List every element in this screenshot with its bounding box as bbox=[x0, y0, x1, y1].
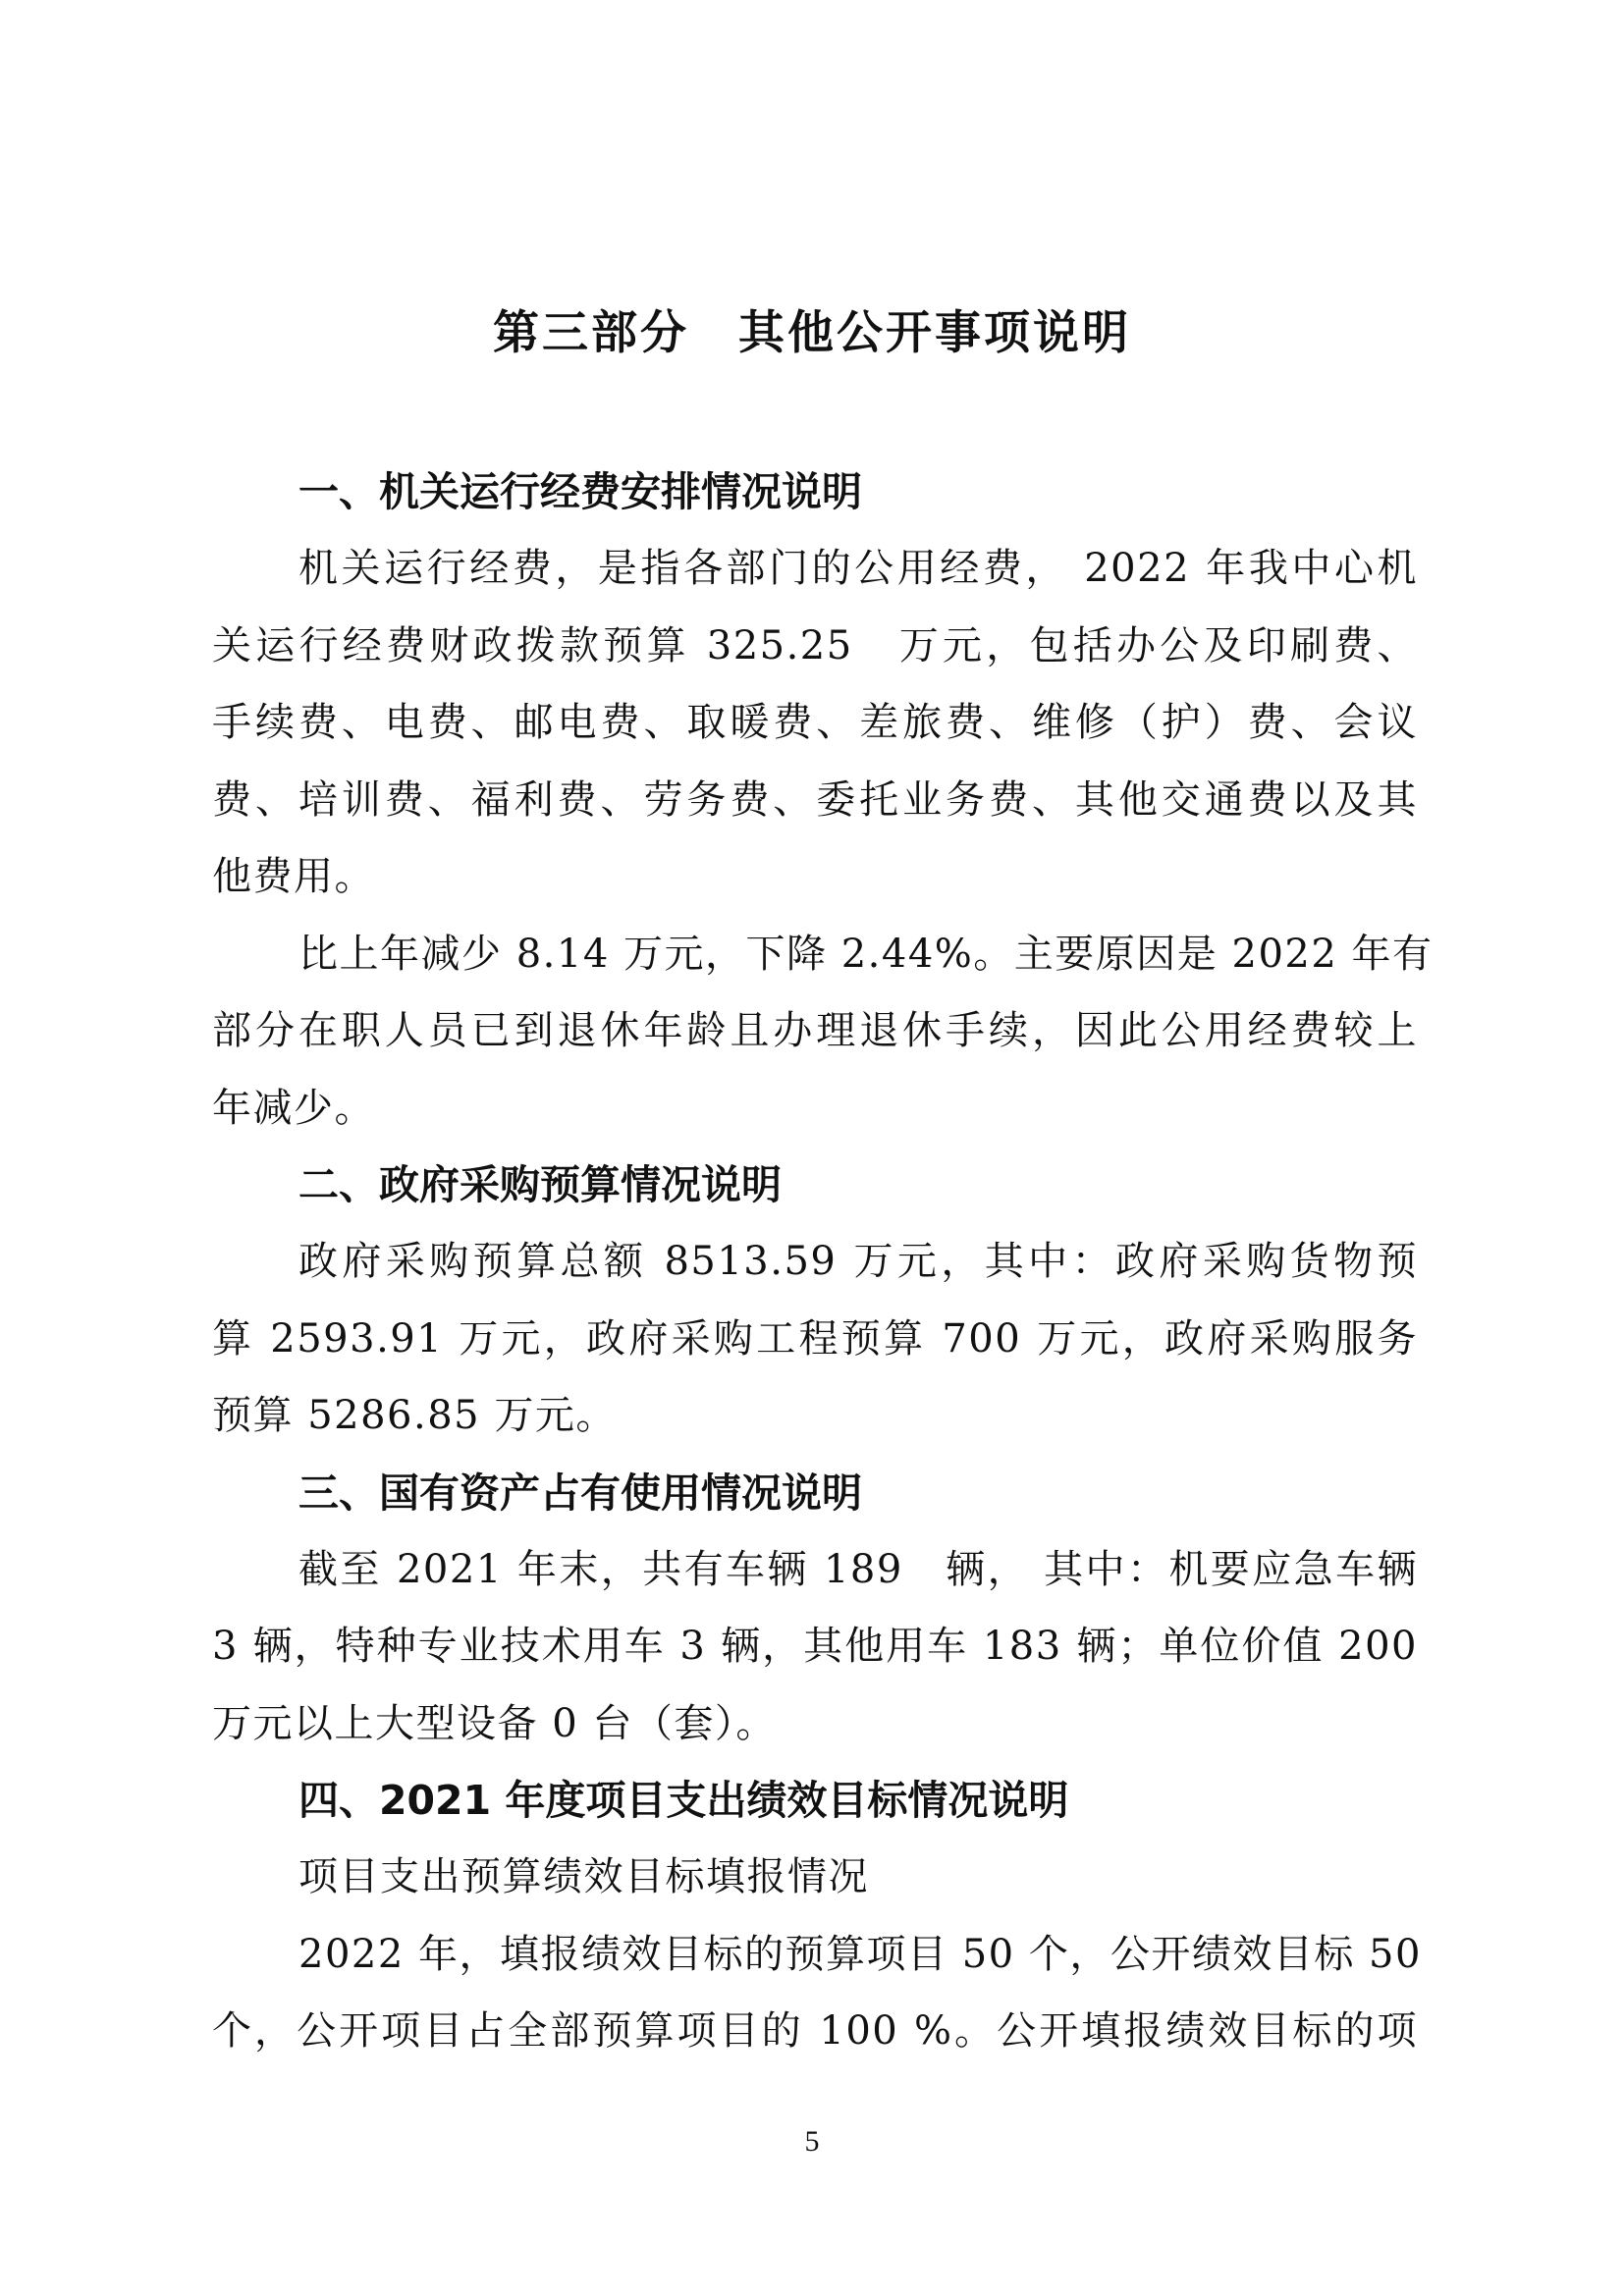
text-line: 个，公开项目占全部预算项目的 100 %。公开填报绩效目标的项 bbox=[212, 2008, 1418, 2054]
text-line: 万元以上大型设备 0 台（套）。 bbox=[212, 1700, 777, 1746]
text-line: 关运行经费财政拨款预算 325.25 万元，包括办公及印刷费、 bbox=[212, 622, 1418, 668]
text-line: 政府采购预算总额 8513.59 万元，其中：政府采购货物预 bbox=[298, 1239, 1418, 1284]
text-line: 年减少。 bbox=[212, 1085, 375, 1131]
section-performance-targets bbox=[212, 1762, 1422, 2070]
text-line: 比上年减少 8.14 万元，下降 2.44%。主要原因是 2022 年有 bbox=[298, 931, 1434, 977]
text-line: 机关运行经费，是指各部门的公用经费， 2022 年我中心机 bbox=[298, 546, 1418, 591]
text-line: 2022 年，填报绩效目标的预算项目 50 个，公开绩效目标 50 bbox=[298, 1931, 1422, 1977]
subheading: 项目支出预算绩效目标填报情况 bbox=[298, 1854, 869, 1899]
document-body bbox=[212, 454, 1434, 2070]
text-line: 手续费、电费、邮电费、取暖费、差旅费、维修（护）费、会议 bbox=[212, 700, 1418, 745]
text-line: 预算 5286.85 万元。 bbox=[212, 1393, 617, 1438]
paragraph bbox=[212, 1223, 1418, 1455]
text-line: 算 2593.91 万元，政府采购工程预算 700 万元，政府采购服务 bbox=[212, 1315, 1418, 1362]
page-title: 第三部分 其他公开事项说明 bbox=[493, 306, 1131, 360]
text-line: 3 辆，特种专业技术用车 3 辆，其他用车 183 辆；单位价值 200 bbox=[212, 1624, 1418, 1669]
page-number: 5 bbox=[804, 2125, 820, 2158]
text-line: 部分在职人员已到退休年龄且办理退休手续，因此公用经费较上 bbox=[212, 1008, 1418, 1053]
section-heading: 四、2021 年度项目支出绩效目标情况说明 bbox=[298, 1777, 1069, 1824]
text-line: 费、培训费、福利费、劳务费、委托业务费、其他交通费以及其 bbox=[212, 776, 1418, 823]
text-line: 他费用。 bbox=[212, 854, 375, 899]
paragraph bbox=[212, 916, 1434, 1148]
section-operating-expenses bbox=[212, 454, 1434, 1147]
section-state-assets bbox=[212, 1455, 1418, 1763]
paragraph bbox=[212, 1531, 1418, 1763]
section-heading: 一、机关运行经费安排情况说明 bbox=[298, 468, 862, 515]
paragraph bbox=[212, 530, 1418, 916]
section-heading: 二、政府采购预算情况说明 bbox=[298, 1161, 782, 1208]
text-line: 截至 2021 年末，共有车辆 189 辆， 其中：机要应急车辆 bbox=[298, 1546, 1418, 1592]
paragraph bbox=[212, 1916, 1422, 2070]
section-government-procurement bbox=[212, 1147, 1418, 1455]
section-heading: 三、国有资产占有使用情况说明 bbox=[298, 1468, 862, 1517]
